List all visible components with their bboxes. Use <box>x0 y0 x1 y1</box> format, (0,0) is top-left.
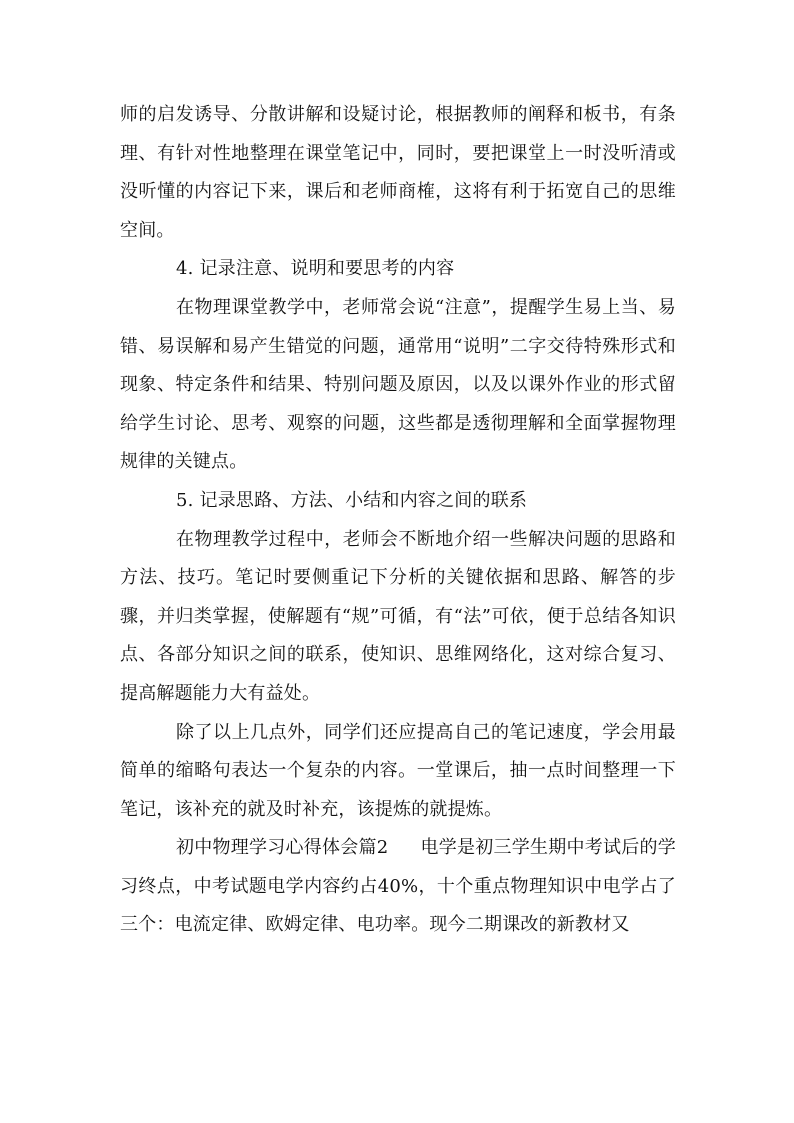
paragraph-notes-attention: 在物理课堂教学中，老师常会说“注意”，提醒学生易上当、易错、易误解和易产生错觉的问题，通常用“说明”二字交待特殊形式和现象、特定条件和结果、特别问题及原因，以及以课外作业的形式留给学生讨论、思考、观察的问题，这些都是透彻理解和全面掌握物理规律的关键点。 <box>120 296 676 473</box>
paragraph-methods: 在物理教学过程中，老师会不断地介绍一些解决问题的思路和方法、技巧。笔记时要侧重记下分析的关键依据和思路、解答的步骤，并归类掌握，使解题有“规”可循，有“法”可依，便于总结各知识点、各部分知识之间的联系，使知识、思维网络化，这对综合复习、提高解题能力大有益处。 <box>120 528 676 704</box>
article-2-body: 电学是初三学生期中考试后的学习终点，中考试题电学内容约占40%，十个重点物理知识中电学占了三个：电流定律、欧姆定律、电功率。现今二期课改的新教材又 <box>120 837 676 936</box>
section-heading-5: 5. 记录思路、方法、小结和内容之间的联系 <box>176 489 528 511</box>
paragraph-article-2 <box>120 829 676 945</box>
document-body <box>120 96 676 945</box>
paragraph-continuation: 师的启发诱导、分散讲解和设疑讨论，根据教师的阐释和板书，有条理、有针对性地整理在课堂笔记中，同时，要把课堂上一时没听清或没听懂的内容记下来，课后和老师商榷，这将有利于拓宽自己的思维空间。 <box>120 104 676 241</box>
section-heading-4: 4. 记录注意、说明和要思考的内容 <box>176 258 455 280</box>
paragraph-note-speed: 除了以上几点外，同学们还应提高自己的笔记速度，学会用最简单的缩略句表达一个复杂的内容。一堂课后，抽一点时间整理一下笔记，该补充的就及时补充，该提炼的就提炼。 <box>120 721 676 820</box>
article-2-title: 初中物理学习心得体会篇2 <box>176 837 389 859</box>
